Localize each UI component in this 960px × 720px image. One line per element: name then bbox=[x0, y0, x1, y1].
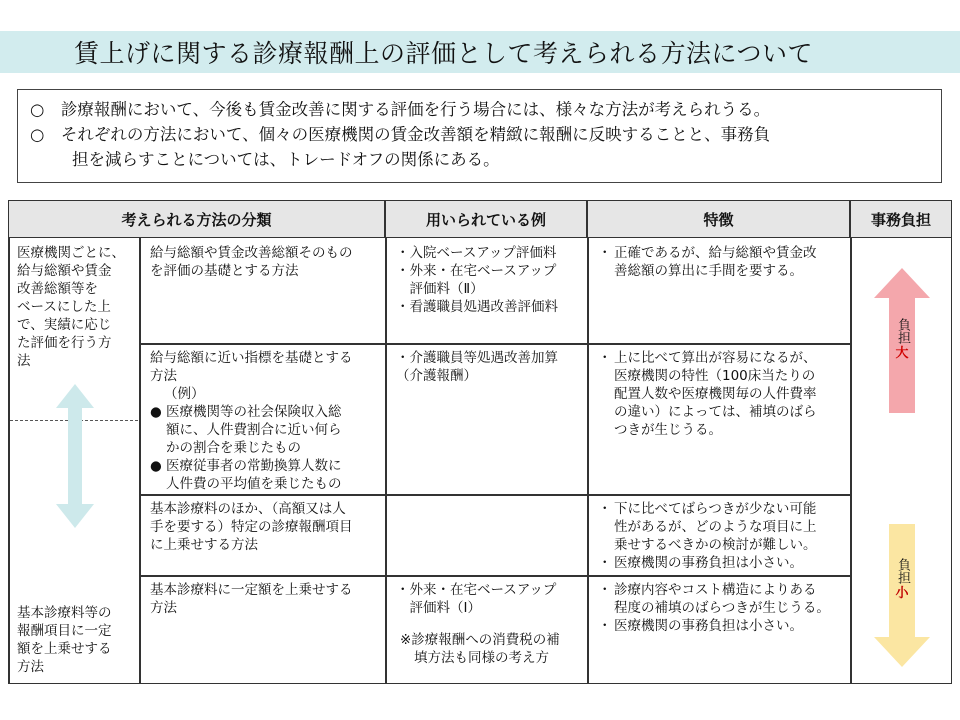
method-line: 給与総額や賃金改善総額そのもの bbox=[150, 245, 353, 261]
row3-features bbox=[592, 497, 848, 575]
bullet bbox=[598, 262, 614, 280]
example-line: ・入院ベースアップ評価料 bbox=[396, 245, 557, 261]
page-title: 賃上げに関する診療報酬上の評価として考えられる方法について bbox=[74, 39, 814, 68]
method-line: 方法 bbox=[150, 600, 177, 616]
bullet bbox=[598, 518, 614, 536]
method-line: （例） bbox=[164, 386, 205, 402]
row3-method bbox=[144, 497, 384, 557]
example-note-line: 填方法も同様の考え方 bbox=[414, 650, 549, 666]
row4-examples bbox=[390, 578, 586, 670]
group-line: 報酬項目に一定 bbox=[17, 623, 112, 639]
feature-line: 医療機関の事務負担は小さい。 bbox=[614, 618, 803, 634]
burden-low bbox=[892, 558, 912, 604]
example-line: 評価料（Ⅱ） bbox=[396, 281, 484, 297]
bullet bbox=[150, 439, 166, 457]
method-bullet-line: 額に、人件費割合に近い何ら bbox=[166, 422, 342, 438]
feature-line: 程度の補填のばらつきが生じうる。 bbox=[614, 600, 830, 616]
table-border bbox=[951, 238, 953, 684]
feature-line: 善総額の算出に手間を要する。 bbox=[614, 263, 803, 279]
bullet: ・ bbox=[598, 618, 612, 634]
column-divider bbox=[139, 238, 141, 684]
bullet bbox=[598, 536, 614, 554]
row-divider bbox=[139, 343, 850, 345]
group-line: 方法 bbox=[17, 659, 44, 675]
bullet bbox=[598, 599, 614, 617]
column-divider bbox=[587, 238, 589, 684]
method-line: 方法 bbox=[150, 368, 177, 384]
burden-level-high: 大 bbox=[895, 346, 909, 361]
summary-line: ○ それぞれの方法において、個々の医療機関の賃金改善額を精緻に報酬に反映することと、事務負 bbox=[30, 125, 771, 144]
bullet bbox=[150, 421, 166, 439]
row1-examples bbox=[390, 241, 586, 319]
feature-line: 医療機関の事務負担は小さい。 bbox=[614, 555, 803, 571]
bullet: ● bbox=[150, 458, 162, 474]
example-line: ・外来・在宅ベースアップ bbox=[396, 263, 557, 279]
example-line: ・看護職員処遇改善評価料 bbox=[396, 299, 558, 315]
feature-line: 医療機関の特性（100床当たりの bbox=[614, 368, 816, 384]
bullet: ・ bbox=[598, 245, 612, 261]
example-line: 評価料（Ⅰ） bbox=[396, 600, 481, 616]
method-line: 手を要する）特定の診療報酬項目 bbox=[150, 519, 353, 535]
method-line: 基本診療料のほか、（高額又は人 bbox=[150, 501, 346, 517]
bullet bbox=[598, 385, 614, 403]
summary-box bbox=[17, 89, 942, 183]
double-arrow-icon bbox=[56, 384, 94, 528]
group-line: 法 bbox=[17, 353, 31, 369]
group-line: た評価を行う方 bbox=[17, 335, 112, 351]
table-border bbox=[8, 238, 10, 684]
row2-method bbox=[144, 346, 384, 496]
column-divider bbox=[850, 238, 852, 684]
burden-label: 負担 bbox=[895, 318, 910, 344]
bullet: ・ bbox=[598, 350, 612, 366]
group-line: 基本診療料等の bbox=[17, 605, 112, 621]
method-bullet-line: 人件費の平均値を乗じたもの bbox=[166, 476, 342, 492]
method-line: 給与総額に近い指標を基礎とする bbox=[150, 350, 353, 366]
feature-line: 正確であるが、給与総額や賃金改 bbox=[614, 245, 817, 261]
row-divider bbox=[139, 575, 850, 577]
summary-line: 担を減らすことについては、トレードオフの関係にある。 bbox=[72, 150, 500, 169]
column-divider bbox=[385, 238, 387, 684]
summary-line: ○ 診療報酬において、今後も賃金改善に関する評価を行う場合には、様々な方法が考えられうる。 bbox=[30, 100, 771, 119]
group-line: ベースにした上 bbox=[17, 299, 111, 315]
feature-line: 上に比べて算出が容易になるが、 bbox=[614, 350, 817, 366]
header-burden: 事務負担 bbox=[850, 200, 952, 238]
feature-line: 性があるが、どのような項目に上 bbox=[614, 519, 817, 535]
method-line: を評価の基礎とする方法 bbox=[150, 263, 299, 279]
header-category: 考えられる方法の分類 bbox=[8, 200, 385, 238]
table-border bbox=[8, 683, 952, 685]
method-bullet-line: 医療機関等の社会保険収入総 bbox=[166, 404, 342, 420]
row4-method bbox=[144, 578, 384, 620]
methods-table bbox=[8, 200, 952, 684]
burden-label: 負担 bbox=[895, 558, 910, 584]
example-line: ・介護職員等処遇改善加算 bbox=[396, 350, 558, 366]
row2-examples bbox=[390, 346, 586, 388]
row4-features bbox=[592, 578, 848, 638]
feature-line: 下に比べてばらつきが少ない可能 bbox=[614, 501, 817, 517]
feature-line: つきが生じうる。 bbox=[614, 422, 722, 438]
bullet bbox=[150, 475, 166, 493]
example-line: （介護報酬） bbox=[396, 368, 477, 384]
group-bottom-text bbox=[11, 601, 139, 679]
group-top-text bbox=[11, 241, 139, 373]
bullet bbox=[598, 403, 614, 421]
row1-features bbox=[592, 241, 848, 283]
group-line: 給与総額や賃金 bbox=[17, 263, 112, 279]
feature-line: 配置人数や医療機関毎の人件費率 bbox=[614, 386, 817, 402]
bullet: ・ bbox=[598, 555, 612, 571]
feature-line: の違い）によっては、補填のばら bbox=[614, 404, 817, 420]
title-bar bbox=[0, 31, 960, 73]
method-line: に上乗せする方法 bbox=[150, 537, 258, 553]
method-line: 基本診療料に一定額を上乗せする bbox=[150, 582, 353, 598]
bullet: ・ bbox=[598, 582, 612, 598]
bullet bbox=[598, 421, 614, 439]
row2-features bbox=[592, 346, 848, 442]
example-note-line: ※診療報酬への消費税の補 bbox=[400, 632, 560, 648]
group-line: で、実績に応じ bbox=[17, 317, 112, 333]
group-line: 改善総額等を bbox=[17, 281, 98, 297]
feature-line: 乗せするべきかの検討が難しい。 bbox=[614, 537, 817, 553]
method-bullet-line: 医療従事者の常勤換算人数に bbox=[166, 458, 342, 474]
method-bullet-line: かの割合を乗じたもの bbox=[166, 440, 301, 456]
header-features: 特徴 bbox=[587, 200, 850, 238]
burden-high bbox=[892, 318, 912, 364]
bullet bbox=[598, 367, 614, 385]
example-line: ・外来・在宅ベースアップ bbox=[396, 582, 557, 598]
header-examples: 用いられている例 bbox=[385, 200, 587, 238]
burden-level-low: 小 bbox=[895, 586, 909, 601]
group-line: 医療機関ごとに、 bbox=[17, 245, 125, 261]
bullet: ● bbox=[150, 404, 162, 420]
group-line: 額を上乗せする bbox=[17, 641, 112, 657]
row1-method bbox=[144, 241, 384, 283]
bullet: ・ bbox=[598, 501, 612, 517]
feature-line: 診療内容やコスト構造によりある bbox=[614, 582, 817, 598]
